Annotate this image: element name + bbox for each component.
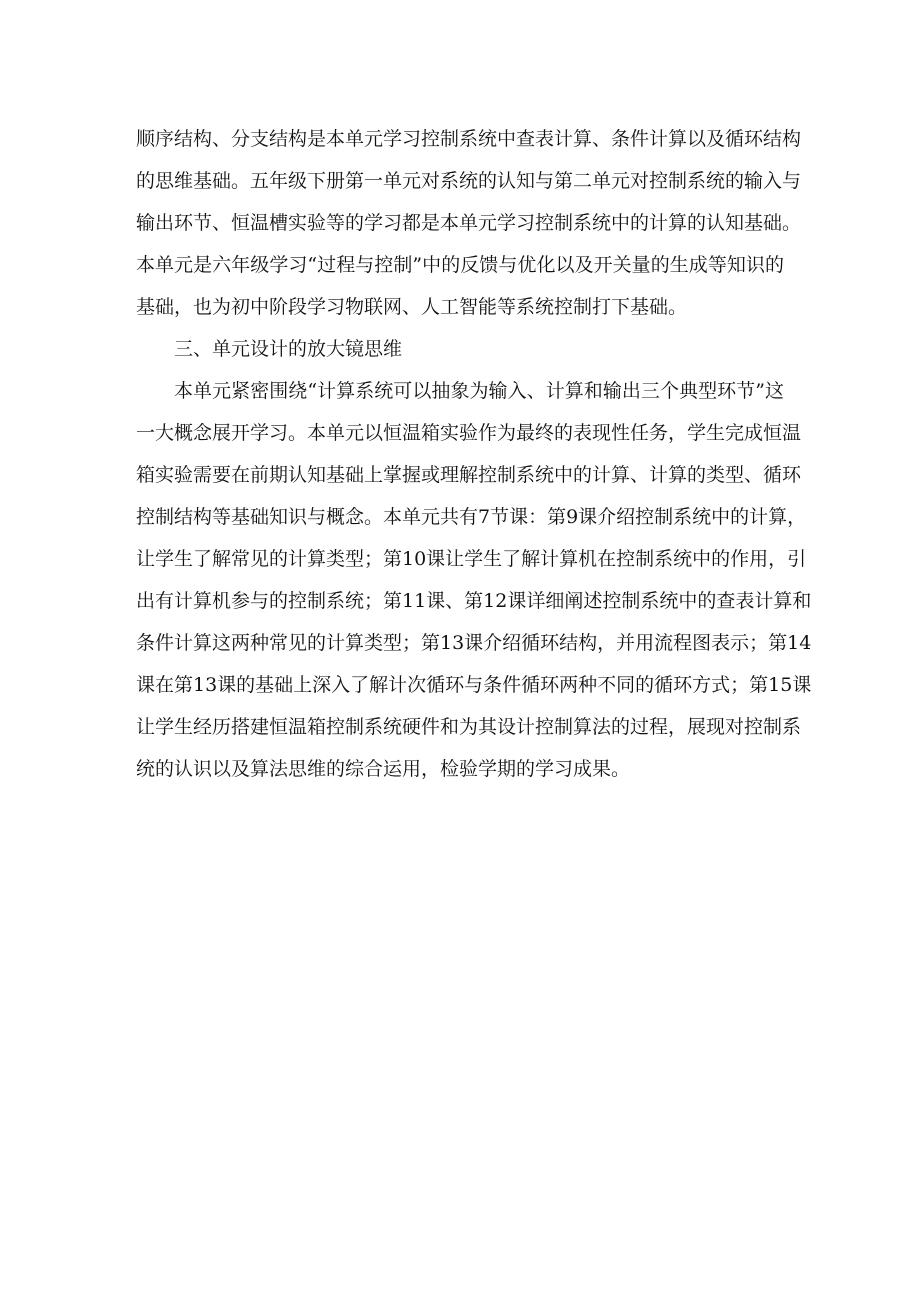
text-line: 本单元紧密围绕“计算系统可以抽象为输入、计算和输出三个典型环节”这 [174, 380, 784, 402]
text-line: 一大概念展开学习。本单元以恒温箱实验作为最终的表现性任务，学生完成恒温 [136, 422, 802, 444]
text-line: 课在第13课的基础上深入了解计次循环与条件循环两种不同的循环方式；第15课 [136, 674, 812, 696]
paragraph-unit-design [136, 370, 812, 790]
text-line: 箱实验需要在前期认知基础上掌握或理解控制系统中的计算、计算的类型、循环 [136, 464, 802, 486]
text-line: 输出环节、恒温槽实验等的学习都是本单元学习控制系统中的计算的认知基础。 [136, 212, 802, 234]
text-line: 条件计算这两种常见的计算类型；第13课介绍循环结构，并用流程图表示；第14 [136, 632, 812, 654]
document-body [136, 118, 812, 790]
text-line: 基础，也为初中阶段学习物联网、人工智能等系统控制打下基础。 [136, 296, 688, 318]
text-line: 控制结构等基础知识与概念。本单元共有7节课：第9课介绍控制系统中的计算， [136, 506, 807, 528]
section-heading-3 [136, 328, 784, 370]
section-heading-text: 三、单元设计的放大镜思维 [174, 338, 403, 360]
text-line: 出有计算机参与的控制系统；第11课、第12课详细阐述控制系统中的查表计算和 [136, 590, 812, 612]
text-line: 让学生经历搭建恒温箱控制系统硬件和为其设计控制算法的过程，展现对控制系 [136, 716, 802, 738]
paragraph-unit-foundation [136, 118, 802, 328]
text-line: 的思维基础。五年级下册第一单元对系统的认知与第二单元对控制系统的输入与 [136, 170, 802, 192]
text-line: 让学生了解常见的计算类型；第10课让学生了解计算机在控制系统中的作用，引 [136, 548, 807, 570]
text-line: 本单元是六年级学习“过程与控制”中的反馈与优化以及开关量的生成等知识的 [136, 254, 784, 276]
text-line: 统的认识以及算法思维的综合运用，检验学期的学习成果。 [136, 758, 631, 780]
text-line: 顺序结构、分支结构是本单元学习控制系统中查表计算、条件计算以及循环结构 [136, 128, 802, 150]
